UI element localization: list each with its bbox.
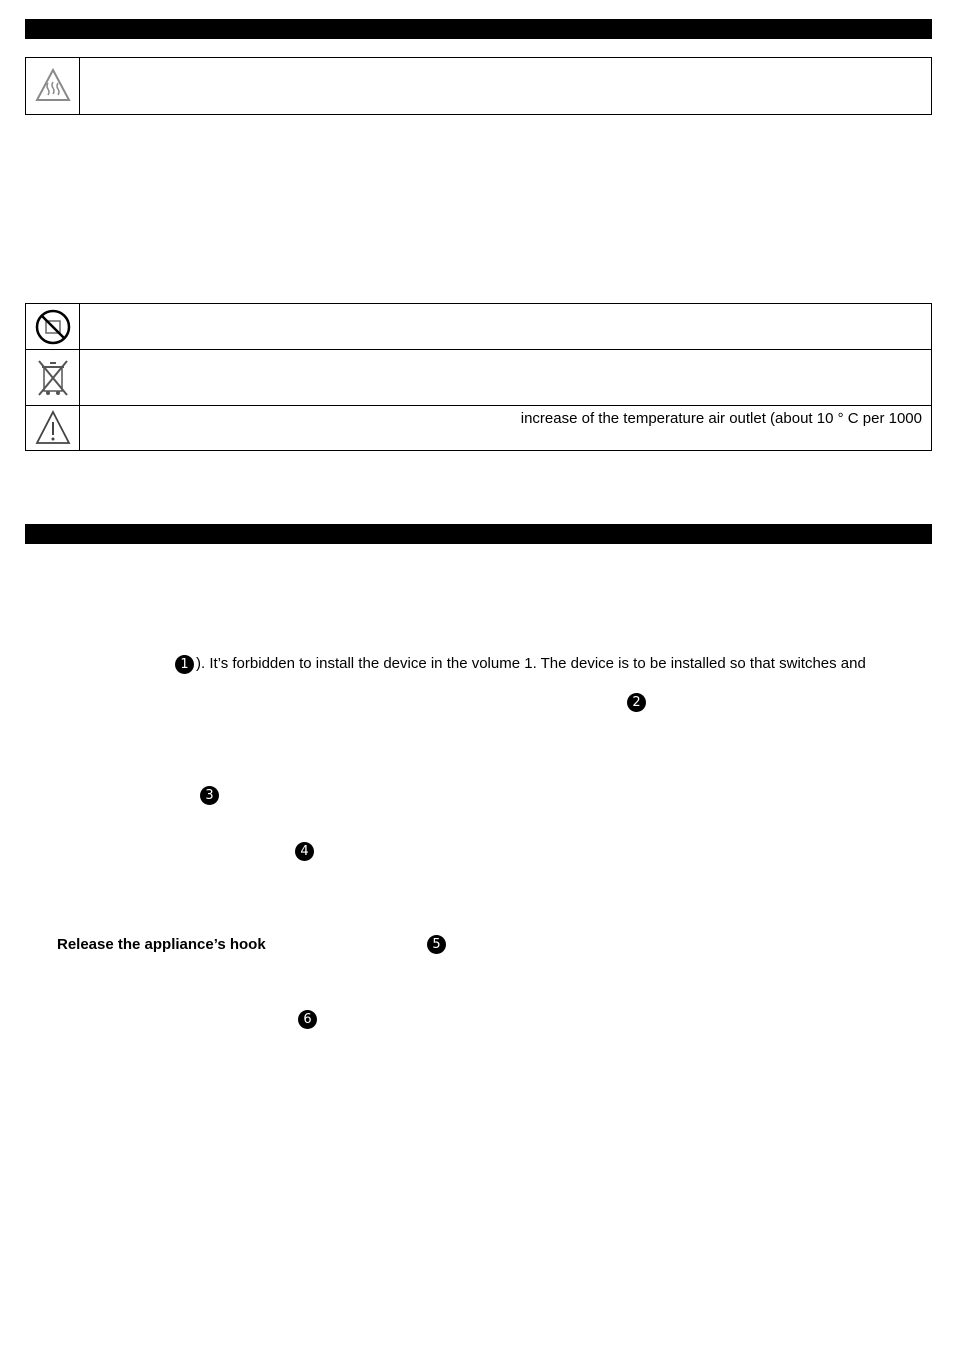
hot-surface-table xyxy=(25,57,932,115)
section-header-bar-2 xyxy=(25,524,932,544)
table-row xyxy=(26,58,931,114)
weee-bin-icon xyxy=(26,350,80,405)
table-row xyxy=(26,406,931,450)
step-2-marker: 2 xyxy=(627,693,646,712)
warning-triangle-icon xyxy=(26,406,80,450)
symbol-text-2 xyxy=(80,350,931,405)
symbol-text-3 xyxy=(80,406,931,450)
step-5-marker: 5 xyxy=(427,935,446,954)
table-row xyxy=(26,350,931,406)
symbols-table xyxy=(25,303,932,451)
symbol-text-1 xyxy=(80,304,931,349)
step-1-marker: 1 xyxy=(175,655,194,674)
release-hook-label: Release the appliance’s hook xyxy=(57,936,266,953)
no-cover-icon xyxy=(26,304,80,349)
installation-line-1: ). It’s forbidden to install the device in the volume 1. The device is to be installed so that switches and xyxy=(196,655,866,672)
step-3-marker: 3 xyxy=(200,786,219,805)
section-header-bar xyxy=(25,19,932,39)
step-4-marker: 4 xyxy=(295,842,314,861)
table-row xyxy=(26,304,931,350)
hot-surface-text xyxy=(80,58,931,114)
temperature-note: increase of the temperature air outlet (about 10 ° C per 1000 xyxy=(520,410,922,427)
step-6-marker: 6 xyxy=(298,1010,317,1029)
hot-surface-icon xyxy=(26,58,80,114)
